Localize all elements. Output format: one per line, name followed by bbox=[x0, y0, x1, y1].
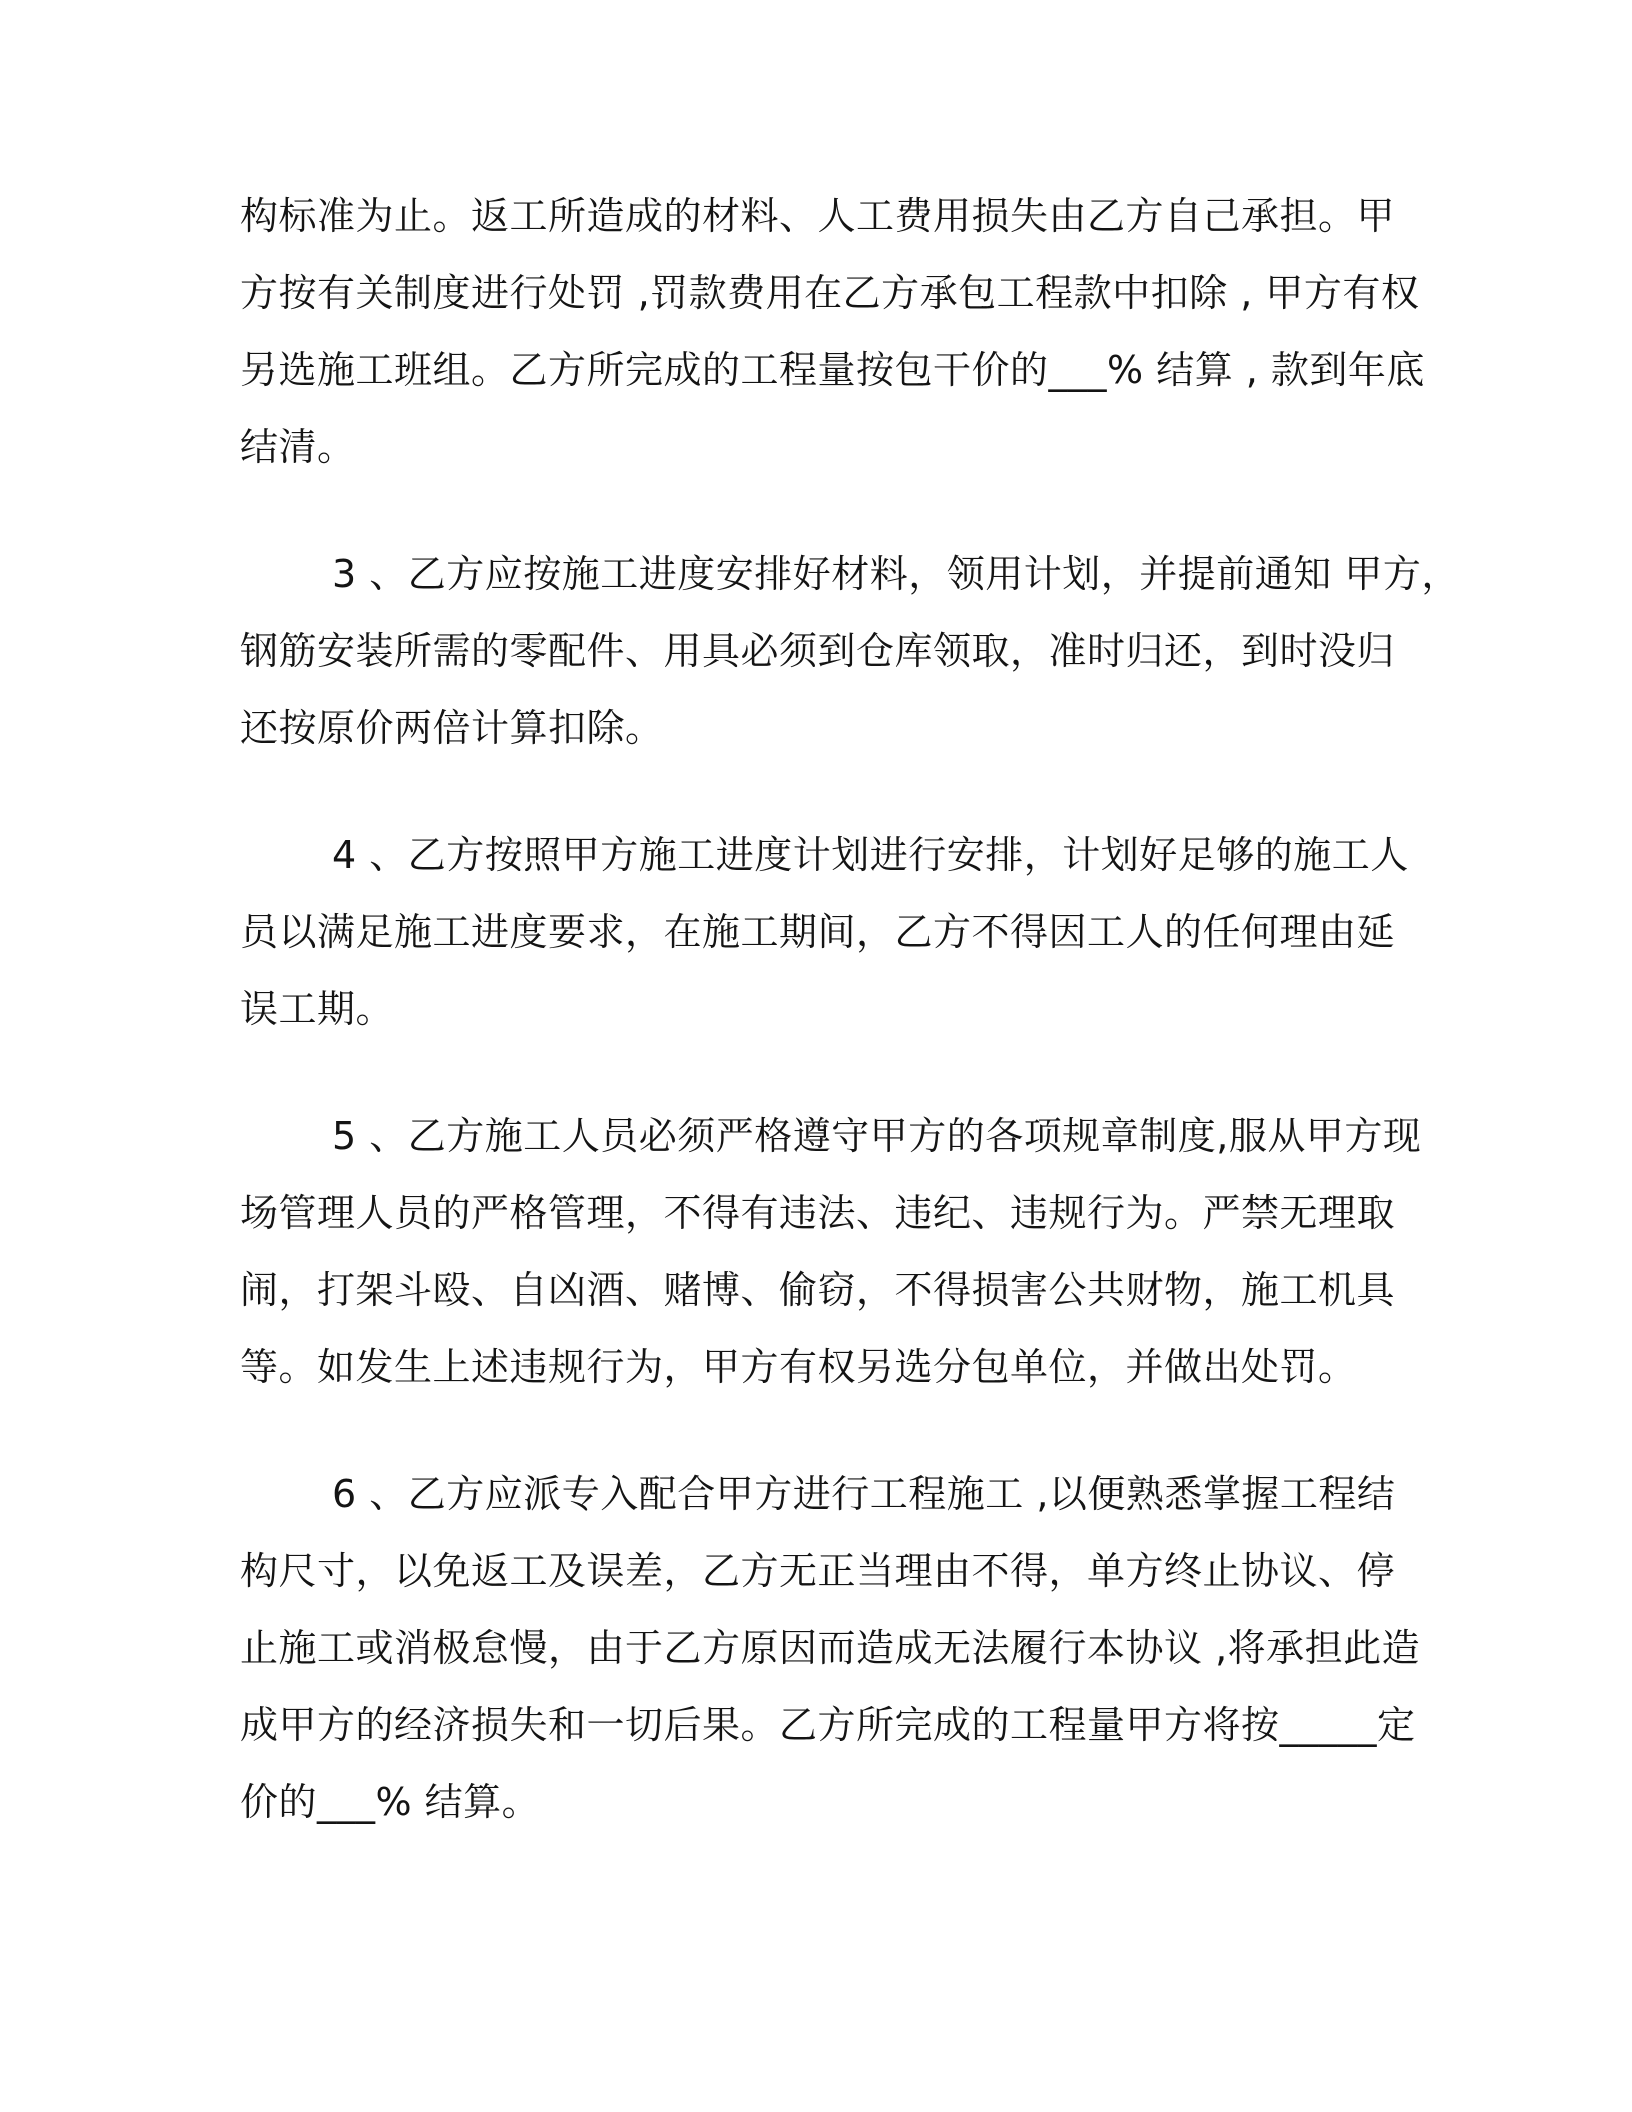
text-line: 场管理人员的严格管理，不得有违法、违纪、违规行为。严禁无理取 bbox=[240, 1191, 1396, 1235]
text-line: 构尺寸，以免返工及误差，乙方无正当理由不得，单方终止协议、停 bbox=[240, 1549, 1396, 1593]
text-line: 另选施工班组。乙方所完成的工程量按包干价的___% 结算 , 款到年底 bbox=[240, 348, 1425, 392]
paragraph-6 bbox=[240, 1456, 1421, 1841]
text-line: 等。如发生上述违规行为，甲方有权另选分包单位，并做出处罚。 bbox=[240, 1345, 1357, 1389]
text-line: 闹，打架斗殴、自凶酒、赌博、偷窃，不得损害公共财物，施工机具 bbox=[240, 1268, 1396, 1312]
paragraph-3 bbox=[240, 536, 1460, 767]
text-line: 4 、乙方按照甲方施工进度计划进行安排，计划好足够的施工人 bbox=[332, 833, 1409, 877]
text-line: 结清。 bbox=[240, 425, 356, 469]
document-page bbox=[240, 178, 1460, 1891]
paragraph-2-continued bbox=[240, 178, 1425, 486]
text-line: 员以满足施工进度要求，在施工期间，乙方不得因工人的任何理由延 bbox=[240, 910, 1396, 954]
text-line: 成甲方的经济损失和一切后果。乙方所完成的工程量甲方将按_____定 bbox=[240, 1703, 1416, 1747]
text-line: 5 、乙方施工人员必须严格遵守甲方的各项规章制度,服从甲方现 bbox=[332, 1114, 1422, 1158]
text-line: 价的___% 结算。 bbox=[240, 1780, 541, 1824]
text-line: 方按有关制度进行处罚 ,罚款费用在乙方承包工程款中扣除 , 甲方有权 bbox=[240, 271, 1420, 315]
text-line: 6 、乙方应派专入配合甲方进行工程施工 ,以便熟悉掌握工程结 bbox=[332, 1472, 1396, 1516]
paragraph-4 bbox=[240, 817, 1409, 1048]
paragraph-5 bbox=[240, 1098, 1422, 1406]
text-line: 还按原价两倍计算扣除。 bbox=[240, 706, 664, 750]
text-line: 误工期。 bbox=[240, 987, 395, 1031]
text-line: 3 、乙方应按施工进度安排好材料，领用计划，并提前通知 甲方， bbox=[332, 552, 1460, 596]
text-line: 构标准为止。返工所造成的材料、人工费用损失由乙方自己承担。甲 bbox=[240, 194, 1396, 238]
text-line: 止施工或消极怠慢，由于乙方原因而造成无法履行本协议 ,将承担此造 bbox=[240, 1626, 1421, 1670]
text-line: 钢筋安装所需的零配件、用具必须到仓库领取，准时归还，到时没归 bbox=[240, 629, 1396, 673]
